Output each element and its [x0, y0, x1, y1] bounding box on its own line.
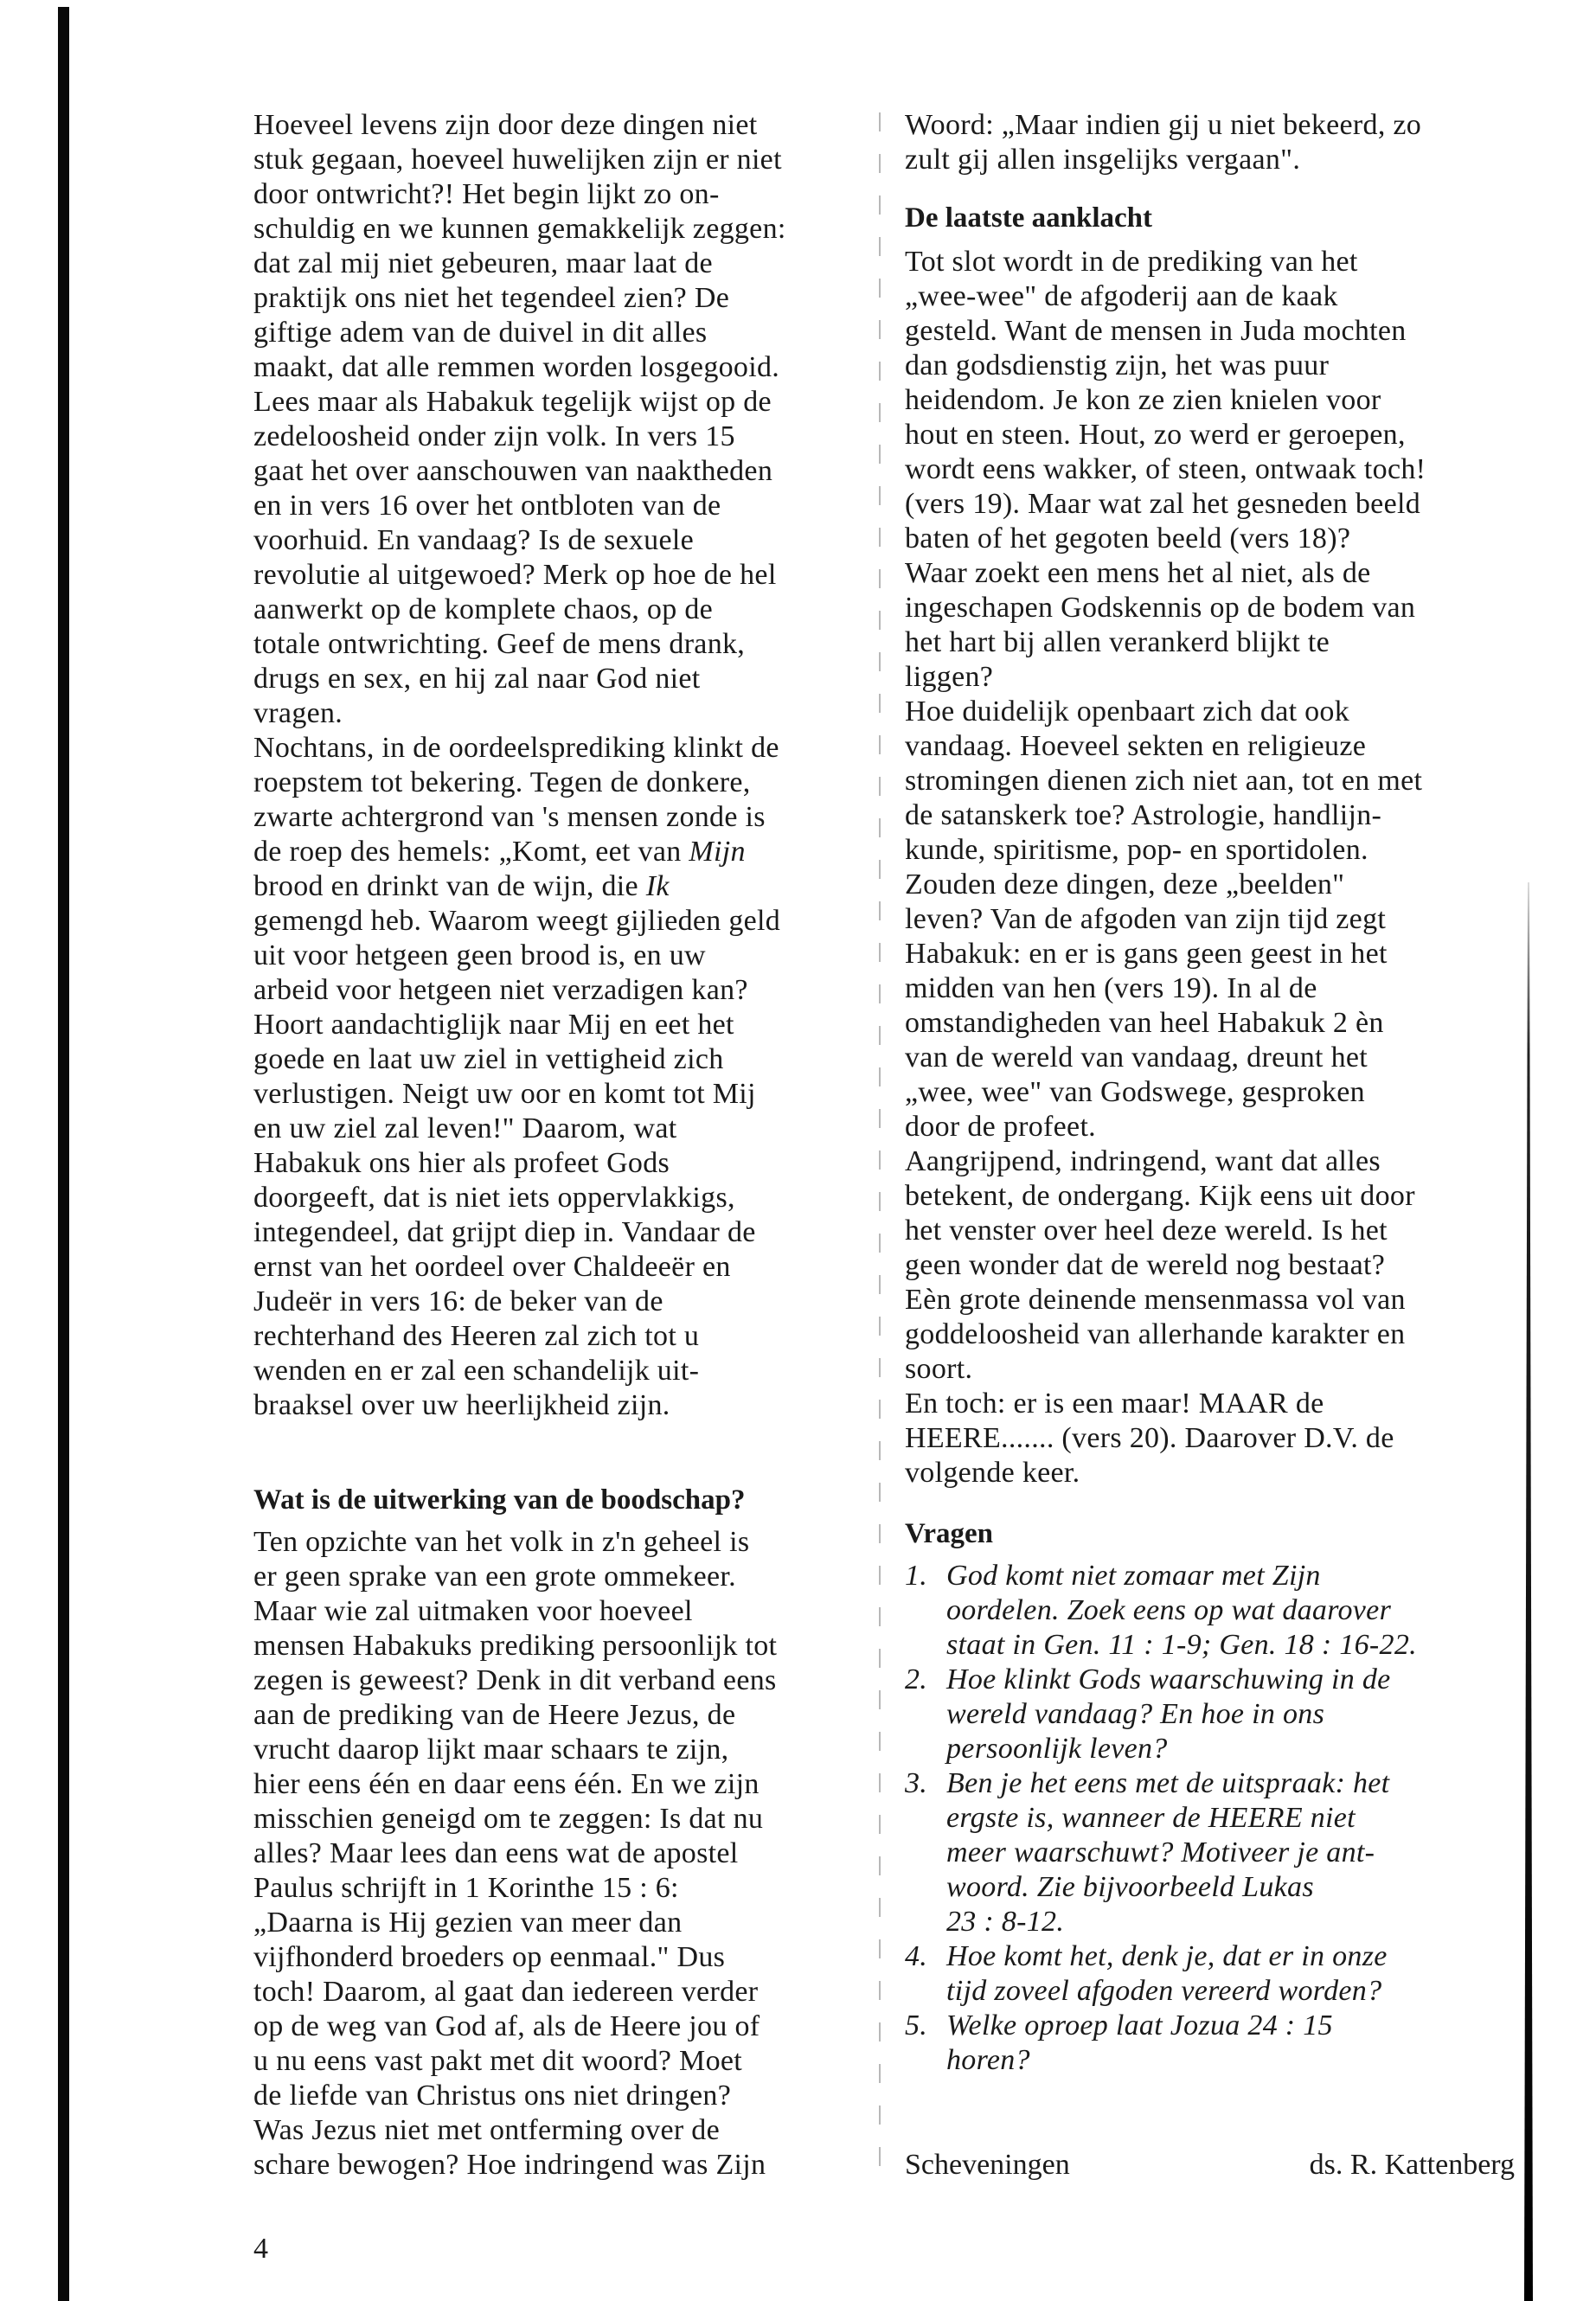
text-line: wordt eens wakker, of steen, ontwaak toch! — [905, 453, 1426, 485]
scan-edge-left — [58, 7, 69, 2301]
text-line: er geen sprake van een grote ommekeer. — [253, 1561, 736, 1593]
text-line: roepstem tot bekering. Tegen de donkere, — [253, 766, 751, 798]
text-line: vrucht daarop lijkt maar schaars te zijn, — [253, 1734, 729, 1766]
text-line: wenden en er zal een schandelijk uit- — [253, 1355, 700, 1387]
text-line: „Daarna is Hij gezien van meer dan — [253, 1907, 683, 1939]
text-line: misschien geneigd om te zeggen: Is dat nu — [253, 1803, 764, 1835]
text-line: integendeel, dat grijpt diep in. Vandaar de — [253, 1216, 756, 1248]
text-line: door ontwricht?! Het begin lijkt zo on- — [253, 178, 720, 210]
text-line: gaat het over aanschouwen van naaktheden — [253, 455, 773, 487]
text-line: Eèn grote deinende mensenmassa vol van — [905, 1284, 1406, 1316]
text-line: goede en laat uw ziel in vettigheid zich — [253, 1043, 724, 1075]
text-line: En toch: er is een maar! MAAR de — [905, 1388, 1324, 1420]
question-line: Ben je het eens met de uitspraak: het — [946, 1767, 1390, 1799]
text-line: „wee-wee" de afgoderij aan de kaak — [905, 280, 1338, 312]
question-line: Hoe klinkt Gods waarschuwing in de — [946, 1663, 1391, 1695]
text-line: en in vers 16 over het ontbloten van de — [253, 490, 721, 522]
question-number: 2. — [905, 1663, 928, 1695]
text-line: de satanskerk toe? Astrologie, handlijn- — [905, 799, 1382, 831]
question-line: oordelen. Zoek eens op wat daarover — [946, 1594, 1392, 1626]
text-line: aan de prediking van de Heere Jezus, de — [253, 1699, 736, 1731]
text-line: Habakuk ons hier als profeet Gods — [253, 1147, 670, 1179]
text-line: (vers 19). Maar wat zal het gesneden beeld — [905, 488, 1421, 520]
text-line: aanwerkt op de komplete chaos, op de — [253, 593, 714, 625]
text-line: Judeër in vers 16: de beker van de — [253, 1285, 663, 1317]
text-line: Habakuk: en er is gans geen geest in het — [905, 938, 1388, 970]
text-line: zult gij allen insgelijks vergaan". — [905, 144, 1301, 176]
text-line: stuk gegaan, hoeveel huwelijken zijn er niet — [253, 144, 782, 176]
question-line: persoonlijk leven? — [946, 1733, 1168, 1765]
questions-list — [905, 1559, 1417, 2078]
text-line: giftige adem van de duivel in dit alles — [253, 317, 708, 349]
text-line: heidendom. Je kon ze zien knielen voor — [905, 384, 1381, 416]
text-line: ingeschapen Godskennis op de bodem van — [905, 592, 1416, 624]
text-line: midden van hen (vers 19). In al de — [905, 972, 1317, 1004]
text-line: zwarte achtergrond van 's mensen zonde is — [253, 801, 766, 833]
text-line: Maar wie zal uitmaken voor hoeveel — [253, 1595, 693, 1627]
question-line: ergste is, wanneer de HEERE niet — [946, 1802, 1356, 1834]
question-line: staat in Gen. 11 : 1-9; Gen. 18 : 16-22. — [946, 1629, 1417, 1661]
text-line: schare bewogen? Hoe indringend was Zijn — [253, 2149, 766, 2181]
text-line: hier eens één en daar eens één. En we zijn — [253, 1768, 760, 1800]
question-line: tijd zoveel afgoden vereerd worden? — [946, 1975, 1382, 2007]
question-line: woord. Zie bijvoorbeeld Lukas — [946, 1871, 1314, 1903]
question-item — [905, 1766, 1417, 1939]
text-line: omstandigheden van heel Habakuk 2 èn — [905, 1007, 1384, 1039]
text-line: zedeloosheid onder zijn volk. In vers 15 — [253, 420, 735, 452]
question-line: meer waarschuwt? Motiveer je ant- — [946, 1836, 1375, 1868]
text-line: braaksel over uw heerlijkheid zijn. — [253, 1389, 670, 1421]
question-line: Hoe komt het, denk je, dat er in onze — [946, 1940, 1388, 1972]
text-line: totale ontwrichting. Geef de mens drank, — [253, 628, 746, 660]
text-line: de liefde van Christus ons niet dringen? — [253, 2080, 732, 2112]
text-line: dan godsdienstig zijn, het was puur — [905, 349, 1330, 381]
question-item — [905, 1939, 1417, 2009]
text-line: ernst van het oordeel over Chaldeeër en — [253, 1251, 731, 1283]
text-line: u nu eens vast pakt met dit woord? Moet — [253, 2045, 743, 2077]
text-line: voorhuid. En vandaag? Is de sexuele — [253, 524, 694, 556]
text-line: liggen? — [905, 661, 994, 693]
page-number: 4 — [253, 2233, 268, 2265]
text-line: maakt, dat alle remmen worden losgegooid. — [253, 351, 780, 383]
text-line: verlustigen. Neigt uw oor en komt tot Mij — [253, 1078, 756, 1110]
text-line: vragen. — [253, 697, 343, 729]
text-line: Nochtans, in de oordeelsprediking klinkt de — [253, 732, 779, 764]
text-line: Ten opzichte van het volk in z'n geheel is — [253, 1526, 750, 1558]
text-line: HEERE....... (vers 20). Daarover D.V. de — [905, 1422, 1394, 1454]
text-line: praktijk ons niet het tegendeel zien? De — [253, 282, 730, 314]
text-line: het venster over heel deze wereld. Is het — [905, 1215, 1388, 1247]
right-column-body-1 — [905, 108, 1421, 177]
text-line: arbeid voor hetgeen niet verzadigen kan? — [253, 974, 748, 1006]
column-divider — [879, 112, 881, 2189]
text-line: gemengd heb. Waarom weegt gijlieden geld — [253, 905, 781, 937]
text-line: Aangrijpend, indringend, want dat alles — [905, 1145, 1381, 1177]
question-line: God komt niet zomaar met Zijn — [946, 1560, 1321, 1592]
text-line — [253, 869, 786, 904]
text-line: leven? Van de afgoden van zijn tijd zegt — [905, 903, 1387, 935]
text-line: Was Jezus niet met ontferming over de — [253, 2114, 720, 2146]
signature-place: Scheveningen — [905, 2149, 1070, 2181]
question-line: Welke oproep laat Jozua 24 : 15 — [946, 2009, 1333, 2041]
text-line: volgende keer. — [905, 1457, 1080, 1489]
section-heading-vragen: Vragen — [905, 1518, 994, 1549]
left-column-body-2 — [253, 1525, 777, 2182]
text-line: Woord: „Maar indien gij u niet bekeerd, zo — [905, 109, 1422, 141]
text-line: vandaag. Hoeveel sekten en religieuze — [905, 730, 1367, 762]
text-line: goddeloosheid van allerhande karakter en — [905, 1318, 1406, 1350]
text-line: gesteld. Want de mensen in Juda mochten — [905, 315, 1407, 347]
question-line: horen? — [946, 2044, 1030, 2076]
question-item — [905, 2009, 1417, 2078]
right-column-body-2 — [905, 245, 1426, 1490]
text-line: rechterhand des Heeren zal zich tot u — [253, 1320, 700, 1352]
question-number: 4. — [905, 1940, 928, 1972]
text-line: zegen is geweest? Denk in dit verband eens — [253, 1664, 777, 1696]
text-line: Zouden deze dingen, deze „beelden" — [905, 868, 1345, 901]
section-heading-aanklacht: De laatste aanklacht — [905, 202, 1152, 234]
text-line: alles? Maar lees dan eens wat de apostel — [253, 1837, 739, 1869]
text-line: door de profeet. — [905, 1111, 1096, 1143]
italic-text: Ik — [645, 870, 670, 902]
text-line: „wee, wee" van Godswege, gesproken — [905, 1076, 1365, 1108]
text-line: geen wonder dat de wereld nog bestaat? — [905, 1249, 1386, 1281]
text-line: betekent, de ondergang. Kijk eens uit door — [905, 1180, 1415, 1212]
question-line: 23 : 8-12. — [946, 1906, 1065, 1938]
left-column-body-1 — [253, 108, 786, 1423]
text-line: hout en steen. Hout, zo werd er geroepen, — [905, 419, 1406, 451]
question-number: 3. — [905, 1767, 928, 1799]
scan-edge-right — [1524, 882, 1533, 2301]
text-line: Hoeveel levens zijn door deze dingen niet — [253, 109, 758, 141]
text-line: schuldig en we kunnen gemakkelijk zeggen: — [253, 213, 786, 245]
text-line: stromingen dienen zich niet aan, tot en met — [905, 765, 1423, 797]
text-line: mensen Habakuks prediking persoonlijk tot — [253, 1630, 778, 1662]
text-line: op de weg van God af, als de Heere jou of — [253, 2010, 760, 2042]
text-line: Hoe duidelijk openbaart zich dat ook — [905, 695, 1350, 727]
text-line: soort. — [905, 1353, 973, 1385]
text-line: Waar zoekt een mens het al niet, als de — [905, 557, 1371, 589]
text-segment: de roep des hemels: „Komt, eet van — [253, 836, 689, 868]
section-heading-uitwerking: Wat is de uitwerking van de boodschap? — [253, 1484, 746, 1516]
text-line: baten of het gegoten beeld (vers 18)? — [905, 522, 1351, 554]
text-line: Tot slot wordt in de prediking van het — [905, 246, 1358, 278]
text-line: kunde, spiritisme, pop- en sportidolen. — [905, 834, 1368, 866]
question-item — [905, 1663, 1417, 1766]
text-line — [253, 835, 786, 869]
text-line: het hart bij allen verankerd blijkt te — [905, 626, 1330, 658]
text-line: Lees maar als Habakuk tegelijk wijst op de — [253, 386, 772, 418]
text-line: en uw ziel zal leven!" Daarom, wat — [253, 1112, 677, 1144]
text-segment: brood en drinkt van de wijn, die — [253, 870, 646, 902]
italic-text: Mijn — [689, 836, 746, 868]
text-line: Hoort aandachtiglijk naar Mij en eet het — [253, 1009, 734, 1041]
question-number: 1. — [905, 1560, 928, 1592]
text-line: toch! Daarom, al gaat dan iedereen verder — [253, 1976, 759, 2008]
signature-author: ds. R. Kattenberg — [1309, 2149, 1515, 2181]
text-line: Paulus schrijft in 1 Korinthe 15 : 6: — [253, 1872, 679, 1904]
question-line: wereld vandaag? En hoe in ons — [946, 1698, 1325, 1730]
text-line: vijfhonderd broeders op eenmaal." Dus — [253, 1941, 726, 1973]
text-line: doorgeeft, dat is niet iets oppervlakkigs, — [253, 1182, 735, 1214]
question-number: 5. — [905, 2009, 928, 2041]
text-line: van de wereld van vandaag, dreunt het — [905, 1042, 1368, 1074]
text-line: revolutie al uitgewoed? Merk op hoe de hel — [253, 559, 777, 591]
question-item — [905, 1559, 1417, 1663]
text-line: dat zal mij niet gebeuren, maar laat de — [253, 247, 713, 279]
text-line: uit voor hetgeen geen brood is, en uw — [253, 939, 706, 971]
text-line: drugs en sex, en hij zal naar God niet — [253, 663, 701, 695]
